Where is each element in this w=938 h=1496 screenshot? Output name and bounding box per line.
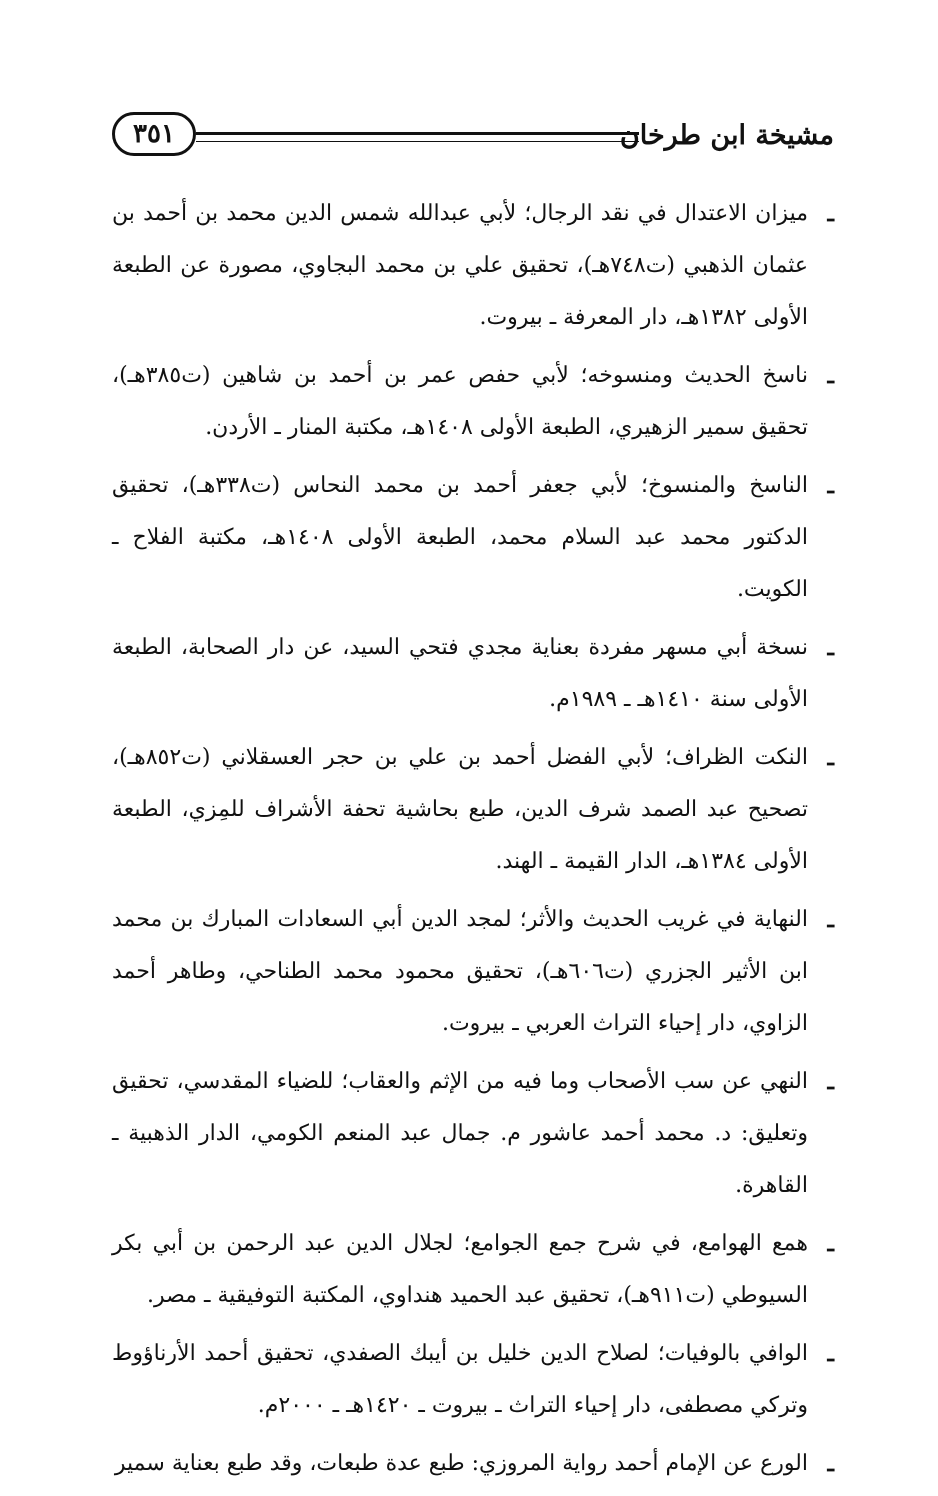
bibliography-entry: ـ ناسخ الحديث ومنسوخه؛ لأبي حفص عمر بن أحمد بن شاهين (ت٣٨٥هـ)، تحقيق سمير الزهيري، الطبعة الأولى ١٤٠٨هـ، مكتبة المنار ـ الأردن. <box>112 350 834 454</box>
bibliography-list <box>112 188 834 1496</box>
bibliography-entry: ـ الوافي بالوفيات؛ لصلاح الدين خليل بن أيبك الصفدي، تحقيق أحمد الأرناؤوط وتركي مصطفى، دار إحياء التراث ـ بيروت ـ ١٤٢٠هـ ـ ٢٠٠٠م. <box>112 1328 834 1432</box>
header-rule <box>196 132 639 142</box>
page-number: ٣٥١ <box>112 112 196 156</box>
bibliography-entry: ـ النكت الظراف؛ لأبي الفضل أحمد بن علي بن حجر العسقلاني (ت٨٥٢هـ)، تصحيح عبد الصمد شرف الدين، طبع بحاشية تحفة الأشراف للمِزي، الطبعة الأولى ١٣٨٤هـ، الدار القيمة ـ الهند. <box>112 732 834 888</box>
bibliography-entry: ـ النهاية في غريب الحديث والأثر؛ لمجد الدين أبي السعادات المبارك بن محمد ابن الأثير الجزري (ت٦٠٦هـ)، تحقيق محمود محمد الطناحي، وطاهر أحمد الزاوي، دار إحياء التراث العربي ـ بيروت. <box>112 894 834 1050</box>
page-header <box>112 112 834 162</box>
bibliography-entry: ـ ميزان الاعتدال في نقد الرجال؛ لأبي عبدالله شمس الدين محمد بن أحمد بن عثمان الذهبي (ت٧٤٨هـ)، تحقيق علي بن محمد البجاوي، مصورة عن الطبعة الأولى ١٣٨٢هـ، دار المعرفة ـ بيروت. <box>112 188 834 344</box>
bibliography-entry: ـ الناسخ والمنسوخ؛ لأبي جعفر أحمد بن محمد النحاس (ت٣٣٨هـ)، تحقيق الدكتور محمد عبد السلام محمد، الطبعة الأولى ١٤٠٨هـ، مكتبة الفلاح ـ الكويت. <box>112 460 834 616</box>
bibliography-entry: ـ نسخة أبي مسهر مفردة بعناية مجدي فتحي السيد، عن دار الصحابة، الطبعة الأولى سنة ١٤١٠هـ ـ ١٩٨٩م. <box>112 622 834 726</box>
bibliography-entry: ـ همع الهوامع، في شرح جمع الجوامع؛ لجلال الدين عبد الرحمن بن أبي بكر السيوطي (ت٩١١هـ)، تحقيق عبد الحميد هنداوي، المكتبة التوفيقية ـ مصر. <box>112 1218 834 1322</box>
bibliography-entry: ـ النهي عن سب الأصحاب وما فيه من الإثم والعقاب؛ للضياء المقدسي، تحقيق وتعليق: د. محمد أحمد عاشور م. جمال عبد المنعم الكومي، الدار الذهبية ـ القاهرة. <box>112 1056 834 1212</box>
bibliography-entry: ـ الورع عن الإمام أحمد رواية المروزي: طبع عدة طبعات، وقد طبع بعناية سمير <box>112 1438 834 1490</box>
running-title: مشيخة ابن طرخان <box>619 120 834 151</box>
